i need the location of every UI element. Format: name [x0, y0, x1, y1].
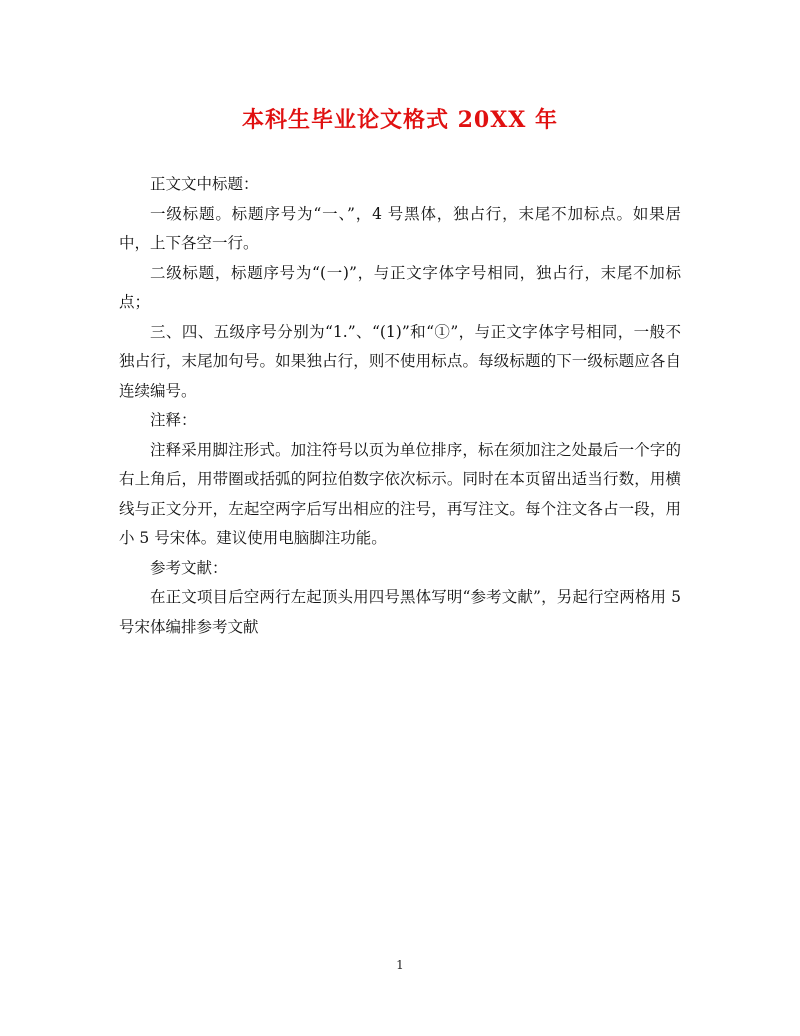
body-paragraph-notes-text: 注释采用脚注形式。加注符号以页为单位排序，标在须加注之处最后一个字的右上角后，用带圈或括弧的阿拉伯数字依次标示。同时在本页留出适当行数，用横线与正文分开，左起空两字后写出相应的注号，再写注文。每个注文各占一段，用小 5 号宋体。建议使用电脑脚注功能。 — [119, 440, 681, 547]
page-number: 1 — [396, 958, 404, 972]
document-title: 本科生毕业论文格式 20XX 年 — [241, 107, 559, 133]
body-paragraph-notes-heading: 注释： — [150, 411, 197, 429]
body-paragraph-references-text: 在正文项目后空两行左起顶头用四号黑体写明“参考文献”，另起行空两格用 5 号宋体编排参考文献 — [119, 588, 681, 636]
body-paragraph-level-2-heading: 二级标题，标题序号为“(一)”，与正文字体字号相同，独占行，末尾不加标点； — [119, 263, 681, 311]
document-body — [119, 170, 681, 642]
body-paragraph-level-1-heading: 一级标题。标题序号为“一、”，4 号黑体，独占行，末尾不加标点。如果居中，上下各空一行。 — [119, 204, 681, 252]
body-paragraph-references-heading: 参考文献： — [150, 558, 228, 577]
body-paragraph-section-heading: 正文文中标题： — [150, 175, 259, 193]
body-paragraph-level-3-5-heading: 三、四、五级序号分别为“1.”、“(1)”和“①”，与正文字体字号相同，一般不独占行，末尾加句号。如果独占行，则不使用标点。每级标题的下一级标题应各自连续编号。 — [119, 322, 681, 400]
